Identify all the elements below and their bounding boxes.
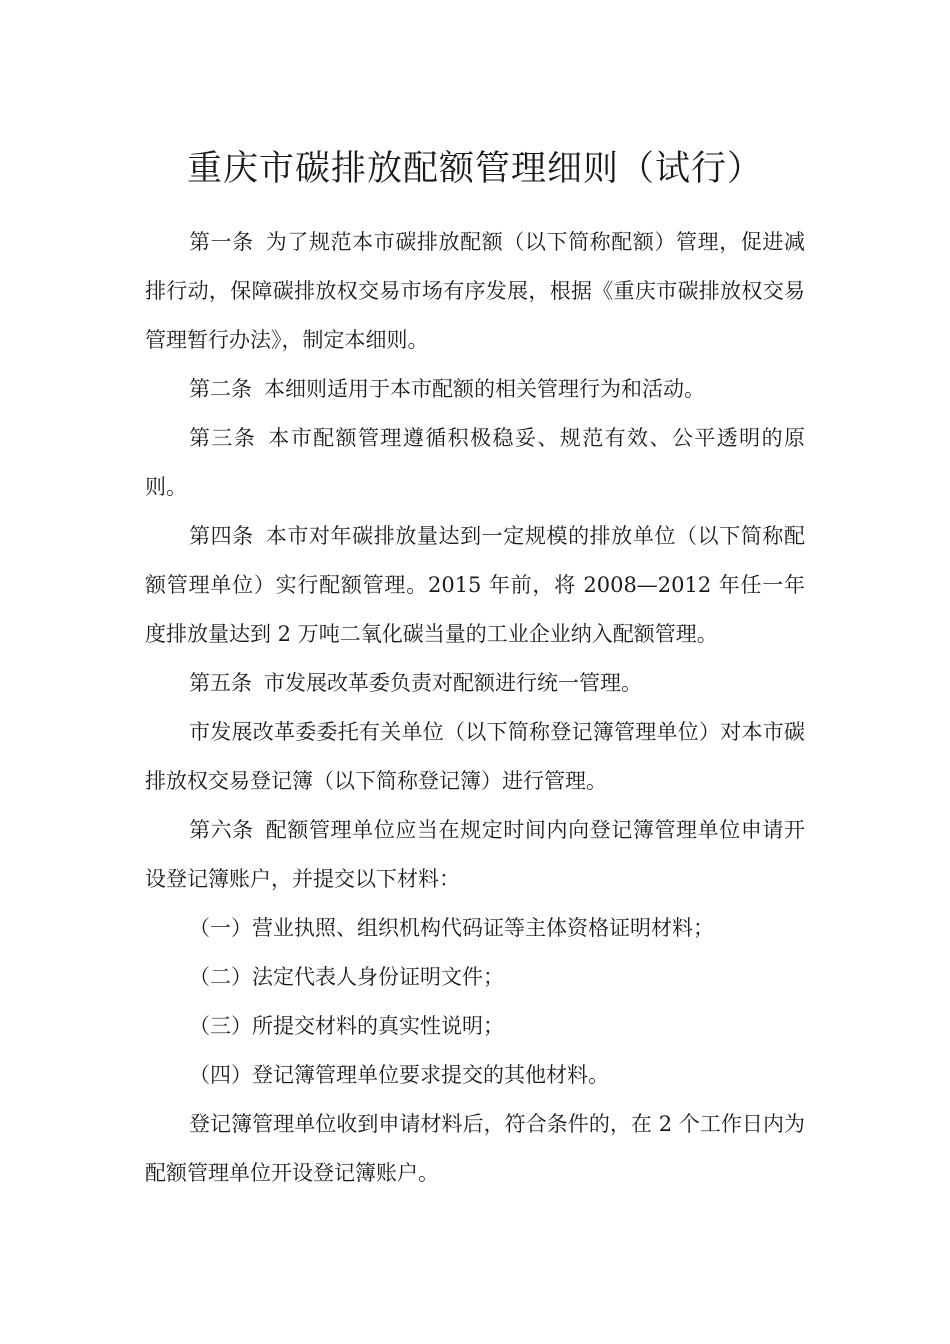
article-label: 第三条 [189,426,257,450]
list-item-text: （四）登记簿管理单位要求提交的其他材料。 [189,1063,609,1087]
article-text: 本市对年碳排放量达到一定规模的排放单位（以下简称配额管理单位）实行配额管理。2015 年前，将 2008—2012 年任一年度排放量达到 2 万吨二氧化碳当量的工业企业纳入配额管理。 [145,524,806,646]
list-item-2 [145,953,805,1002]
article-3 [145,414,805,512]
article-label: 第五条 [189,671,252,695]
article-label: 第六条 [189,818,254,842]
article-4 [145,512,805,659]
article-label: 第四条 [189,524,254,548]
article-6 [145,806,805,904]
list-item-3 [145,1002,805,1051]
article-text: 本细则适用于本市配额的相关管理行为和活动。 [264,377,705,401]
list-item-text: （二）法定代表人身份证明文件； [189,965,504,989]
article-2 [145,365,805,414]
paragraph-text: 市发展改革委委托有关单位（以下简称登记簿管理单位）对本市碳排放权交易登记簿（以下简称登记簿）进行管理。 [145,720,805,793]
article-5 [145,659,805,708]
document-title: 重庆市碳排放配额管理细则（试行） [186,149,763,190]
article-text: 市发展改革委负责对配额进行统一管理。 [264,671,642,695]
article-text: 配额管理单位应当在规定时间内向登记簿管理单位申请开设登记簿账户，并提交以下材料： [145,818,806,891]
article-text: 本市配额管理遵循积极稳妥、规范有效、公平透明的原则。 [145,426,806,499]
list-item-1 [145,904,805,953]
article-label: 第二条 [189,377,252,401]
paragraph-text: 登记簿管理单位收到申请材料后，符合条件的，在 2 个工作日内为配额管理单位开设登记簿账户。 [145,1112,805,1185]
article-6-paragraph-2 [145,1100,805,1198]
list-item-text: （三）所提交材料的真实性说明； [189,1014,504,1038]
document-body [145,218,805,1198]
list-item-4 [145,1051,805,1100]
list-item-text: （一）营业执照、组织机构代码证等主体资格证明材料； [189,916,714,940]
article-label: 第一条 [189,230,254,254]
article-5-paragraph-2 [145,708,805,806]
article-1 [145,218,805,365]
article-text: 为了规范本市碳排放配额（以下简称配额）管理，促进减排行动，保障碳排放权交易市场有序发展，根据《重庆市碳排放权交易管理暂行办法》，制定本细则。 [145,230,806,352]
